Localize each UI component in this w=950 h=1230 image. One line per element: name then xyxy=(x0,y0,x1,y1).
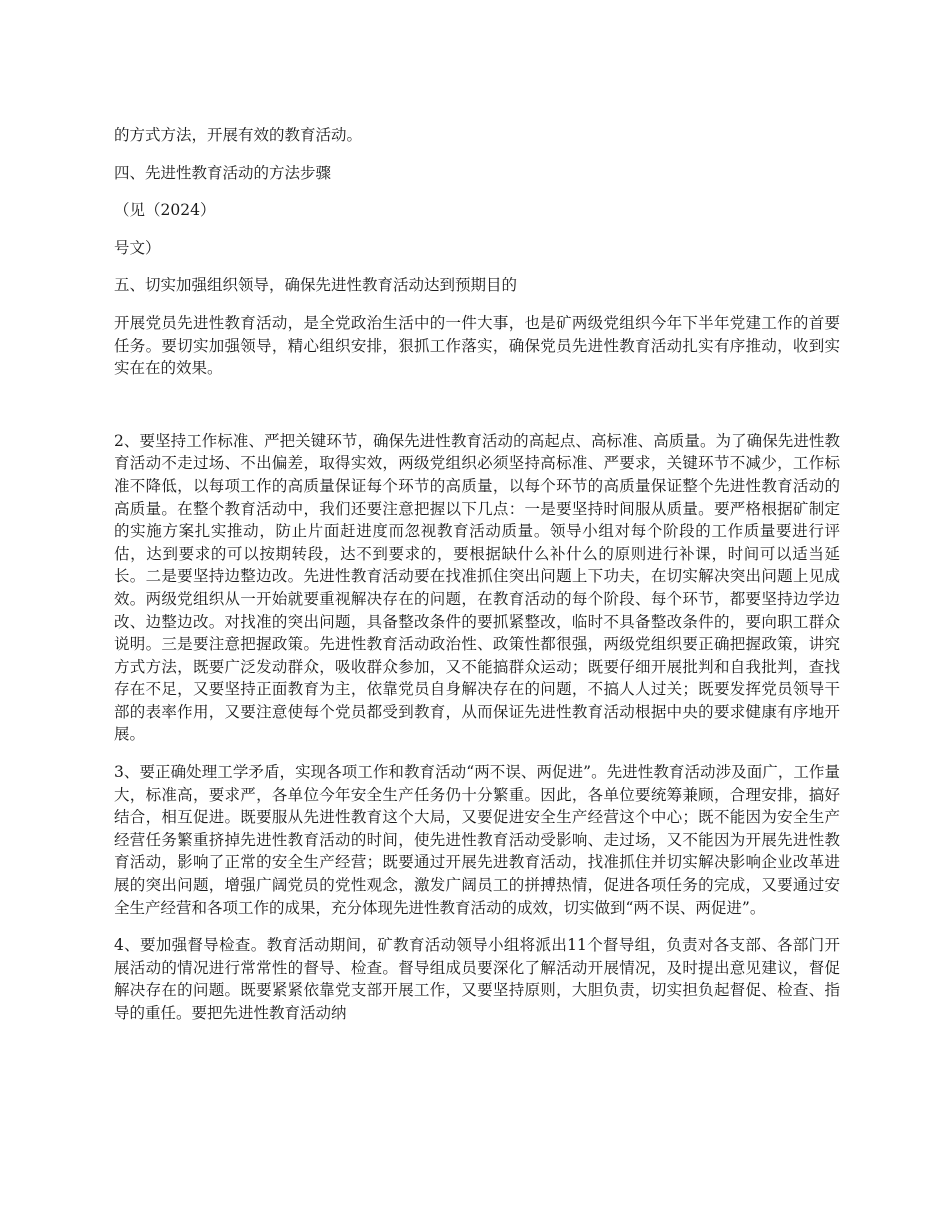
paragraph-intro: 开展党员先进性教育活动，是全党政治生活中的一件大事，也是矿两级党组织今年下半年党建工作的首要任务。要切实加强领导，精心组织安排，狠抓工作落实，确保党员先进性教育活动扎实有序推动，收到实实在在的效果。 xyxy=(114,313,840,378)
document-body xyxy=(114,124,840,1025)
section-heading-5: 五、切实加强组织领导，确保先进性教育活动达到预期目的 xyxy=(114,276,518,295)
paragraph-item-4: 4、要加强督导检查。教育活动期间，矿教育活动领导小组将派出11个督导组，负责对各支部、各部门开展活动的情况进行常常性的督导、检查。督导组成员要深化了解活动开展情况，及时提出意见建议，督促解决存在的问题。既要紧紧依靠党支部开展工作，又要坚持原则，大胆负责，切实担负起督促、检查、指导的重任。要把先进性教育活动纳 xyxy=(114,936,840,1022)
reference-line-2: 号文） xyxy=(114,238,161,257)
paragraph-continuation: 的方式方法，开展有效的教育活动。 xyxy=(114,126,363,144)
section-heading-4: 四、先进性教育活动的方法步骤 xyxy=(114,163,332,182)
reference-line-1: （见（2024） xyxy=(114,201,216,220)
paragraph-item-2: 2、要坚持工作标准、严把关键环节，确保先进性教育活动的高起点、高标准、高质量。为了确保先进性教育活动不走过场、不出偏差，取得实效，两级党组织必须坚持高标准、严要求，关键环节不减少，工作标准不降低，以每项工作的高质量保证每个环节的高质量，以每个环节的高质量保证整个先进性教育活动的高质量。在整个教育活动中，我们还要注意把握以下几点：一是要坚持时间服从质量。要严格根据矿制定的实施方案扎实推动，防止片面赶进度而忽视教育活动质量。领导小组对每个阶段的工作质量要进行评估，达到要求的可以按期转段，达不到要求的，要根据缺什么补什么的原则进行补课，时间可以适当延长。二是要坚持边整边改。先进性教育活动要在找准抓住突出问题上下功夫，在切实解决突出问题上见成效。两级党组织从一开始就要重视解决存在的问题，在教育活动的每个阶段、每个环节，都要坚持边学边改、边整边改。对找准的突出问题，具备整改条件的要抓紧整改，临时不具备整改条件的，要向职工群众说明。三是要注意把握政策。先进性教育活动政治性、政策性都很强，两级党组织要正确把握政策，讲究方式方法，既要广泛发动群众，吸收群众参加，又不能搞群众运动；既要仔细开展批判和自我批判，查找存在不足，又要坚持正面教育为主，依靠党员自身解决存在的问题，不搞人人过关；既要发挥党员领导干部的表率作用，又要注意使每个党员都受到教育，从而保证先进性教育活动根据中央的要求健康有序地开展。 xyxy=(114,431,840,744)
paragraph-item-3: 3、要正确处理工学矛盾，实现各项工作和教育活动“两不误、两促进”。先进性教育活动涉及面广，工作量大，标准高，要求严，各单位今年安全生产任务仍十分繁重。因此，各单位要统筹兼顾，合理安排，搞好结合，相互促进。既要服从先进性教育这个大局，又要促进安全生产经营这个中心；既不能因为安全生产经营任务繁重挤掉先进性教育活动的时间，使先进性教育活动受影响、走过场，又不能因为开展先进性教育活动，影响了正常的安全生产经营；既要通过开展先进教育活动，找准抓住并切实解决影响企业改革进展的突出问题，增强广阔党员的党性观念，激发广阔员工的拼搏热情，促进各项任务的完成，又要通过安全生产经营和各项工作的成果，充分体现先进性教育活动的成效，切实做到“两不误、两促进”。 xyxy=(114,763,840,917)
